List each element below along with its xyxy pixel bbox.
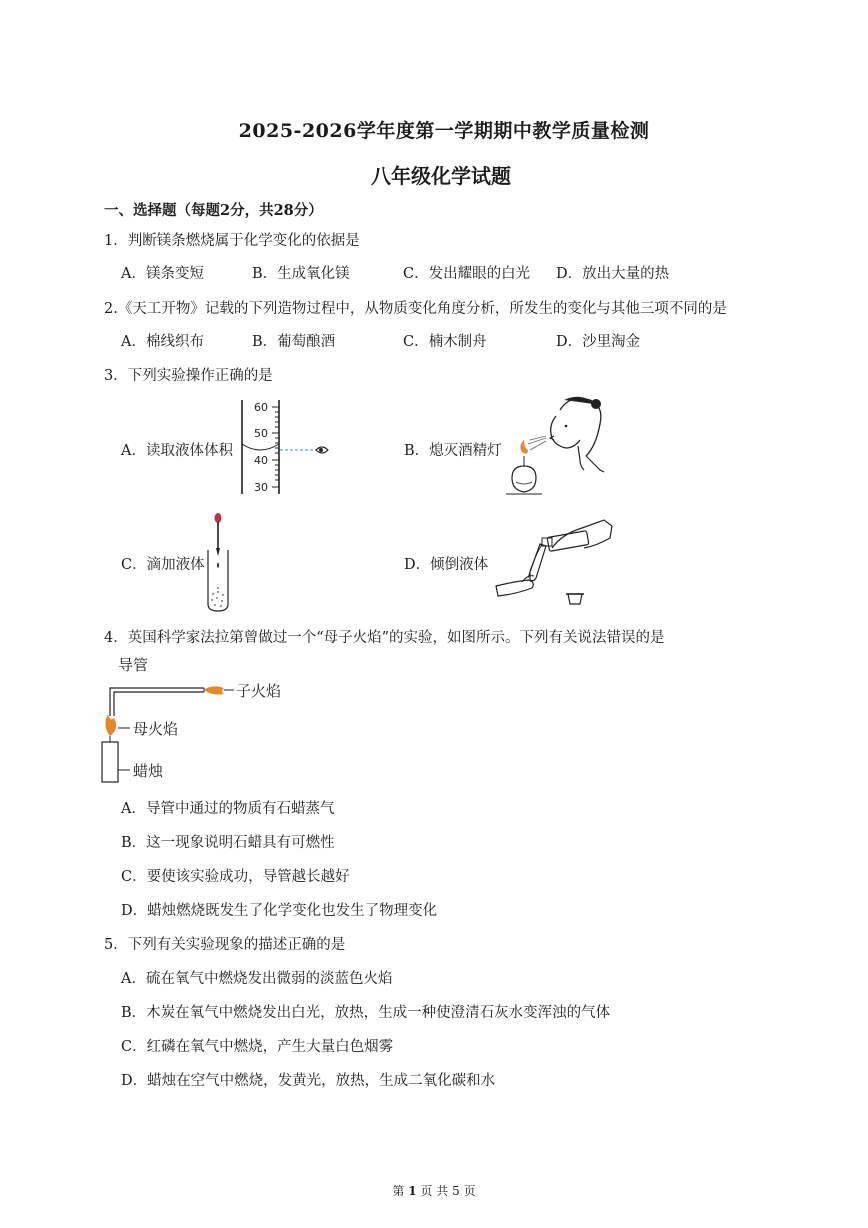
question-3-stem: 3．下列实验操作正确的是 <box>104 368 273 384</box>
q2-option-b: B．葡萄酿酒 <box>252 334 336 350</box>
dropper-figure <box>200 508 240 614</box>
q2-option-c: C．楠木制舟 <box>403 334 487 350</box>
q5-option-b: B．木炭在氧气中燃烧发出白光，放热，生成一种使澄清石灰水变浑浊的气体 <box>121 1005 611 1021</box>
cylinder-tick-40: 40 <box>254 454 268 467</box>
cylinder-tick-30: 30 <box>254 481 268 494</box>
label-candle: 蜡烛 <box>133 762 164 780</box>
q4-option-a: A．导管中通过的物质有石蜡蒸气 <box>121 801 335 817</box>
q1-option-b: B．生成氧化镁 <box>252 266 350 282</box>
child-flame-icon <box>204 686 224 694</box>
eye-icon <box>316 447 328 453</box>
flame-icon <box>520 440 528 454</box>
cylinder-tick-60: 60 <box>254 401 268 414</box>
q1-option-d: D．放出大量的热 <box>556 266 670 282</box>
q1-option-c: C．发出耀眼的白光 <box>403 266 531 282</box>
footer-page-number: 1 <box>408 1184 417 1198</box>
q3-option-d: D．倾倒液体 <box>404 557 489 573</box>
q4-option-d: D．蜡烛燃烧既发生了化学变化也发生了物理变化 <box>121 903 438 919</box>
q2-option-d: D．沙里淘金 <box>556 334 641 350</box>
q5-option-c: C．红磷在氧气中燃烧，产生大量白色烟雾 <box>121 1039 394 1055</box>
q2-option-a: A．棉线织布 <box>121 334 204 350</box>
label-tube: 导管 <box>118 656 149 674</box>
q3-option-a: A．读取液体体积 <box>121 443 233 459</box>
q5-option-a: A．硫在氧气中燃烧发出微弱的淡蓝色火焰 <box>121 971 393 987</box>
label-mother-flame: 母火焰 <box>133 720 179 738</box>
footer-suffix: 页 <box>463 1184 476 1198</box>
pouring-liquid-figure <box>492 512 616 612</box>
mother-child-flame-figure <box>96 652 306 784</box>
question-4-stem: 4．英国科学家法拉第曾做过一个“母子火焰”的实验，如图所示。下列有关说法错误的是 <box>104 630 665 646</box>
q1-option-a: A．镁条变短 <box>121 266 204 282</box>
q5-option-d: D．蜡烛在空气中燃烧，发黄光，放热，生成二氧化碳和水 <box>121 1073 496 1089</box>
blowing-out-lamp-figure <box>500 390 612 502</box>
bottle-cap <box>568 594 582 604</box>
question-5-stem: 5．下列有关实验现象的描述正确的是 <box>104 937 346 953</box>
footer-middle: 页 共 <box>420 1184 449 1198</box>
page-footer <box>0 1182 868 1199</box>
graduated-cylinder-figure <box>236 398 336 496</box>
q4-option-c: C．要使该实验成功，导管越长越好 <box>121 869 350 885</box>
mother-flame-icon <box>105 714 116 736</box>
q3-option-b: B．熄灭酒精灯 <box>404 443 502 459</box>
label-child-flame: 子火焰 <box>236 682 282 700</box>
exam-subtitle: 八年级化学试题 <box>371 164 511 188</box>
question-1-stem: 1．判断镁条燃烧属于化学变化的依据是 <box>104 233 360 249</box>
candle-body <box>102 742 118 782</box>
question-2-stem: 2.《天工开物》记载的下列造物过程中，从物质变化角度分析，所发生的变化与其他三项不同的是 <box>104 301 727 317</box>
dropper-bulb <box>215 513 222 523</box>
cylinder-tick-50: 50 <box>254 427 268 440</box>
footer-total-pages: 5 <box>452 1184 460 1198</box>
glass-tube <box>110 688 204 716</box>
footer-prefix: 第 <box>392 1184 405 1198</box>
q3-option-c: C．滴加液体 <box>121 557 205 573</box>
section-heading: 一、选择题（每题2分，共28分） <box>104 202 323 219</box>
q4-option-b: B．这一现象说明石蜡具有可燃性 <box>121 835 335 851</box>
exam-title: 2025-2026学年度第一学期期中教学质量检测 <box>238 120 650 142</box>
